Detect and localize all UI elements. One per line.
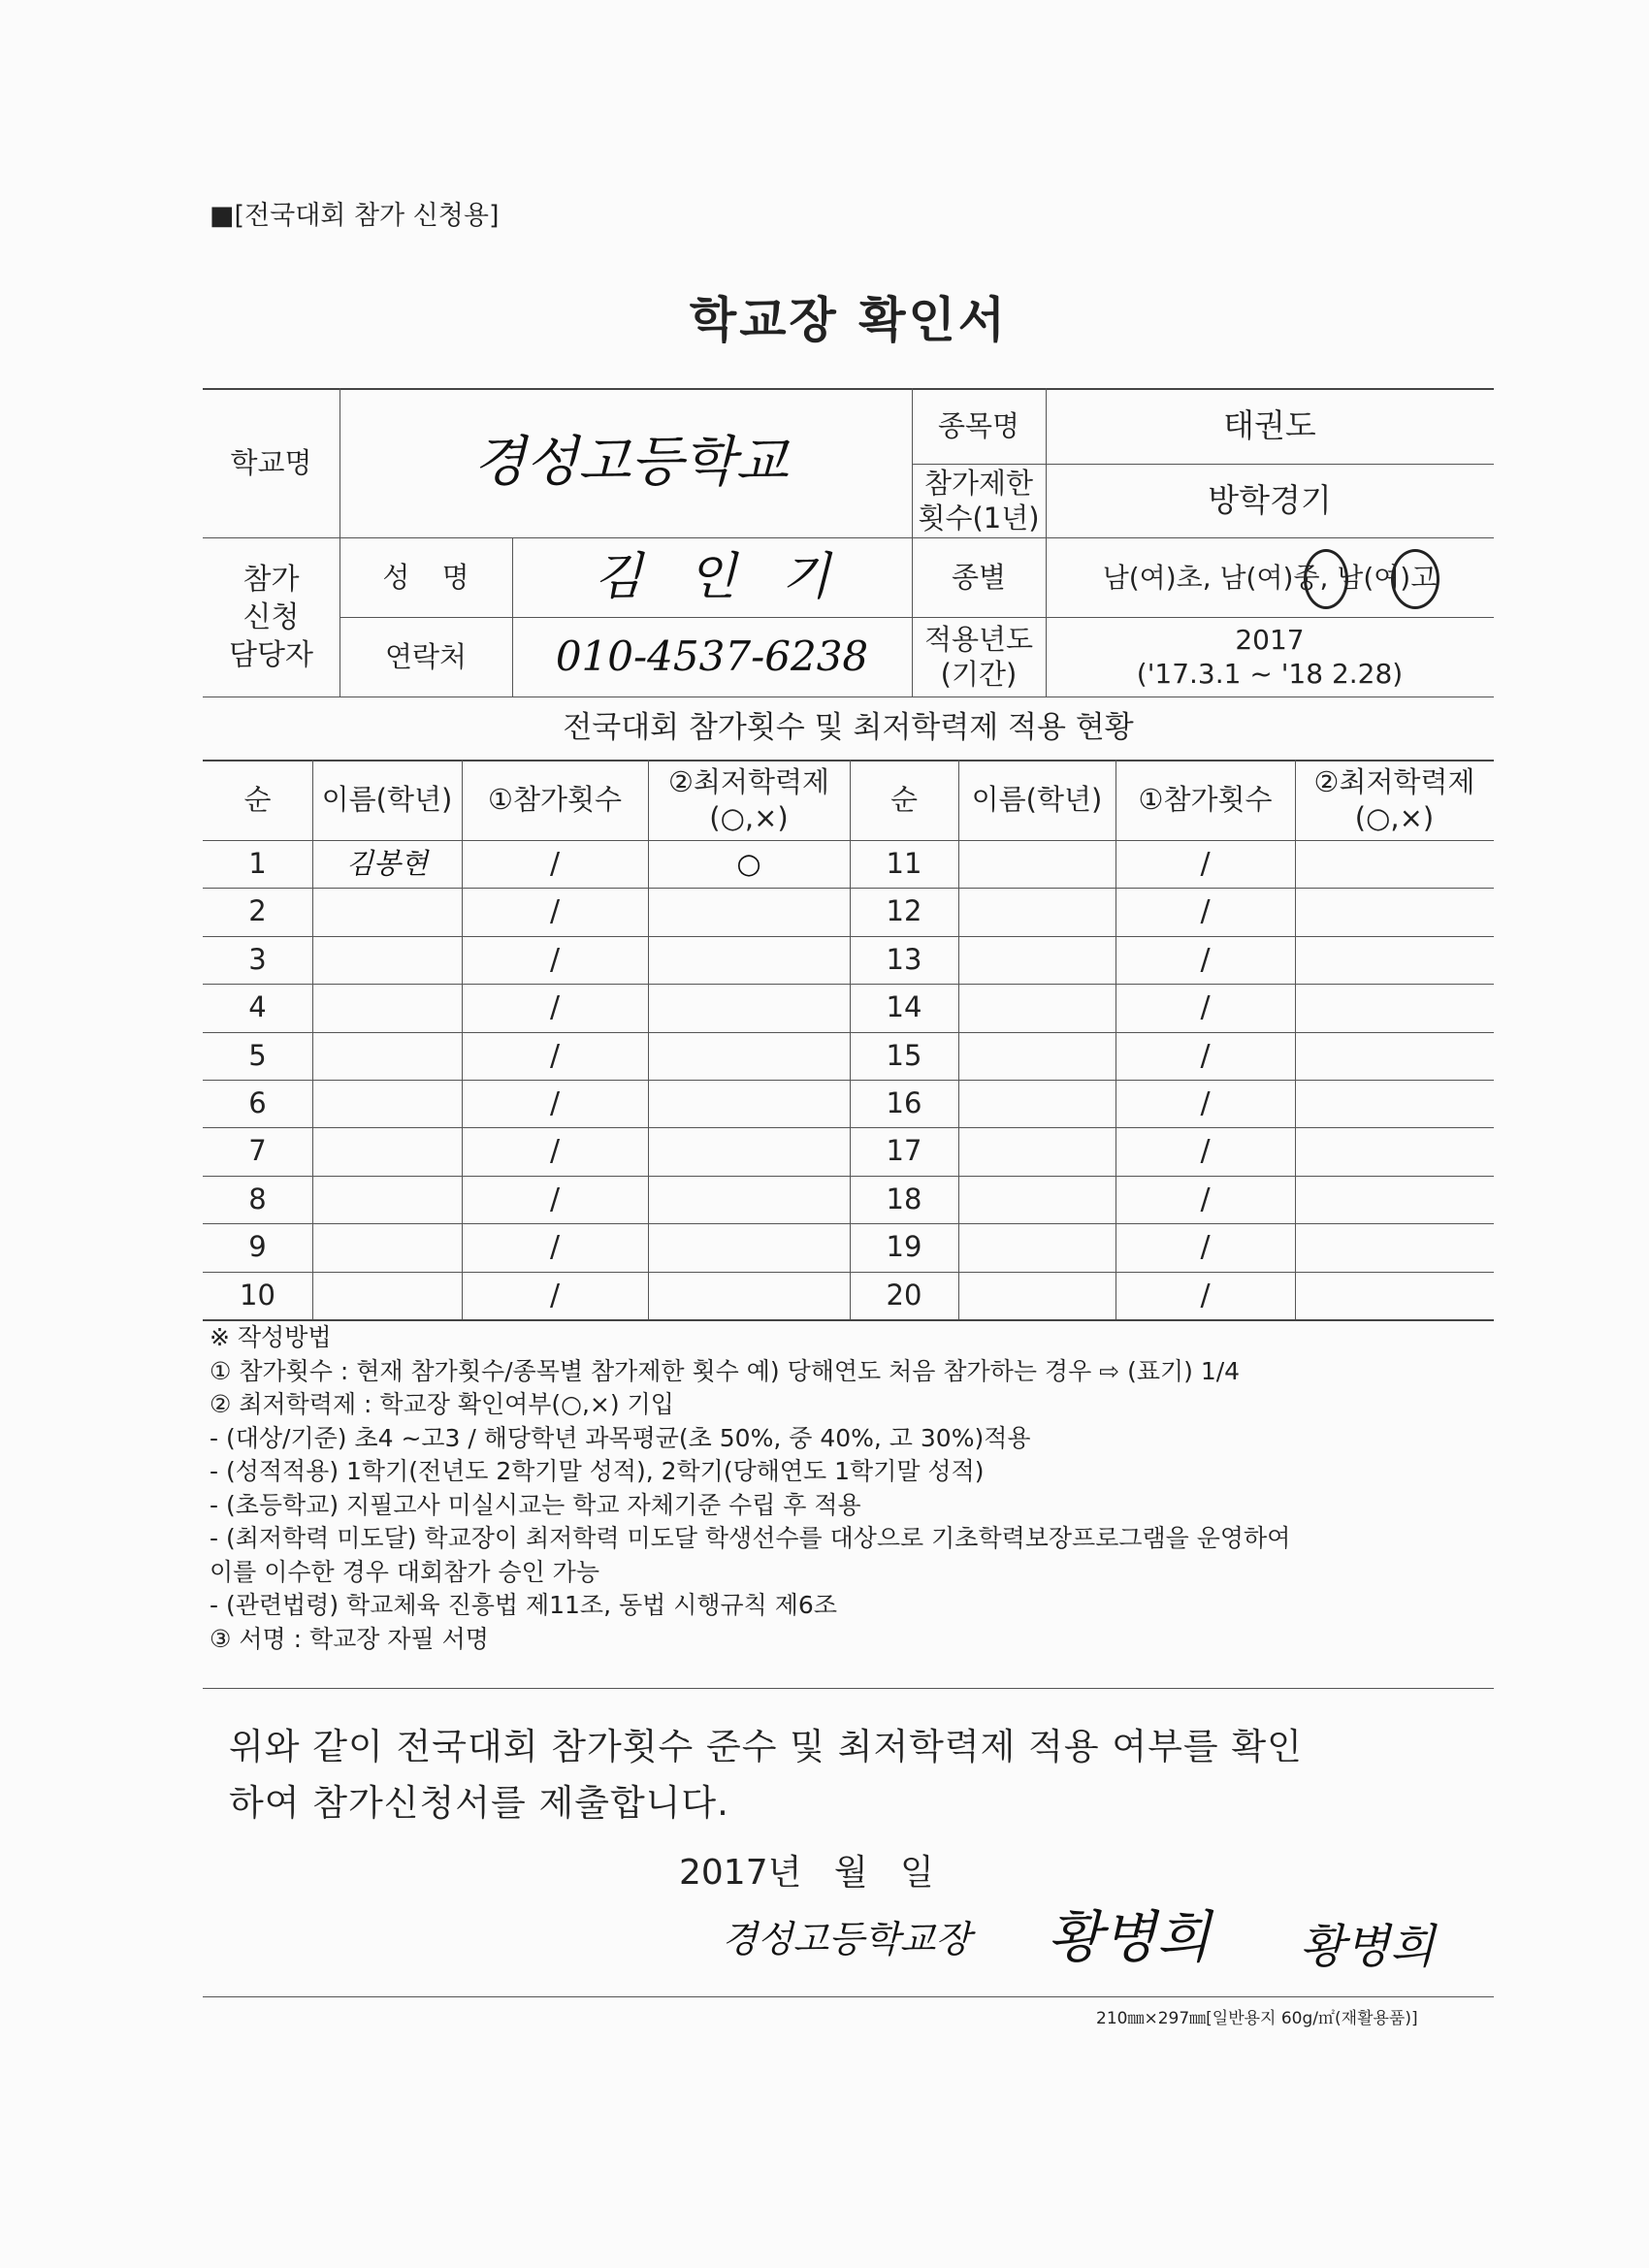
col-header-name: 이름(학년)	[971, 783, 1103, 817]
row-count: /	[549, 1229, 561, 1264]
year-label-line2: (기간)	[940, 658, 1018, 691]
row-no: 20	[886, 1279, 922, 1312]
circle-mark	[1391, 549, 1439, 609]
row-name	[958, 1032, 1116, 1080]
col-header-count: ①참가횟수	[1138, 783, 1273, 817]
signer-school: 경성고등학교장	[722, 1918, 971, 1960]
row-count: /	[1200, 846, 1211, 881]
row-min	[648, 984, 850, 1031]
section-title: 전국대회 참가횟수 및 최저학력제 적용 현황	[563, 709, 1134, 745]
row-count: /	[549, 1133, 561, 1168]
row-no: 13	[886, 943, 922, 977]
category-value: 남(여)초, 남(여)중, 남(여)고	[1102, 561, 1438, 594]
row-no: 14	[886, 990, 922, 1024]
limit-label-line2: 횟수(1년)	[918, 502, 1040, 535]
row-no: 18	[886, 1183, 922, 1216]
row-name	[958, 984, 1116, 1031]
row-count: /	[549, 893, 561, 928]
row-name	[958, 888, 1116, 935]
confirmation-text	[229, 1719, 1303, 1831]
year-value-line1: 2017	[1235, 624, 1305, 656]
col-header-count: ①참가횟수	[487, 783, 623, 817]
row-name	[312, 1032, 462, 1080]
row-min	[1295, 840, 1494, 888]
row-no: 9	[248, 1230, 267, 1264]
row-name: 김봉현	[345, 847, 429, 881]
form-header-label: ■[전국대회 참가 신청용]	[210, 201, 500, 231]
row-count: /	[549, 1038, 561, 1073]
col-header-name: 이름(학년)	[321, 783, 453, 817]
name-label: 성 명	[382, 560, 469, 594]
note-line: ※ 작성방법	[210, 1323, 332, 1351]
page-title: 학교장 확인서	[689, 292, 1009, 348]
row-no: 3	[248, 943, 267, 977]
row-min	[648, 1080, 850, 1127]
confirm-line: 위와 같이 전국대회 참가횟수 준수 및 최저학력제 적용 여부를 확인	[229, 1726, 1303, 1767]
category-label: 종별	[951, 560, 1007, 594]
row-count: /	[1200, 942, 1211, 977]
note-line: - (최저학력 미도달) 학교장이 최저학력 미도달 학생선수를 대상으로 기초학력보장프로그램을 운영하여	[210, 1524, 1291, 1552]
note-line: - (관련법령) 학교체육 진흥법 제11조, 동법 시행규칙 제6조	[210, 1591, 837, 1619]
row-name	[958, 936, 1116, 984]
row-no: 15	[886, 1039, 922, 1073]
row-name	[312, 984, 462, 1031]
col-header-no: 순	[243, 783, 272, 817]
sport-value: 태권도	[1223, 406, 1316, 445]
year-label-line1: 적용년도	[923, 622, 1034, 656]
limit-label-line1: 참가제한	[923, 466, 1034, 500]
sport-label: 종목명	[937, 408, 1020, 442]
row-no: 8	[248, 1183, 267, 1216]
row-min	[1295, 888, 1494, 935]
note-line: - (대상/기준) 초4 ~고3 / 해당학년 과목평균(초 50%, 중 40%, 고 30%)적용	[210, 1423, 1031, 1452]
row-count: /	[1200, 1182, 1211, 1216]
row-no: 6	[248, 1086, 267, 1120]
row-count: /	[1200, 1038, 1211, 1073]
row-no: 11	[886, 847, 922, 881]
row-no: 17	[886, 1134, 922, 1168]
row-min	[1295, 984, 1494, 1031]
limit-value: 방학경기	[1208, 481, 1332, 520]
row-name	[958, 1176, 1116, 1223]
row-name	[958, 1127, 1116, 1175]
note-line: - (성적적용) 1학기(전년도 2학기말 성적), 2학기(당해연도 1학기말 성적)	[210, 1457, 985, 1485]
row-count: /	[1200, 1085, 1211, 1120]
contact-value: 010-4537-6238	[555, 632, 869, 680]
applicant-label-line2: 신청	[242, 599, 300, 634]
row-name	[312, 1272, 462, 1319]
row-count: /	[549, 846, 561, 881]
principal-signature: 황병희	[1300, 1920, 1436, 1974]
row-count: /	[1200, 1133, 1211, 1168]
row-no: 2	[248, 894, 267, 928]
row-min	[1295, 1223, 1494, 1271]
row-min	[1295, 936, 1494, 984]
row-count: /	[549, 1278, 561, 1312]
row-no: 4	[248, 990, 267, 1024]
row-name	[958, 840, 1116, 888]
row-min: ○	[736, 847, 761, 881]
row-count: /	[549, 1085, 561, 1120]
row-min	[1295, 1032, 1494, 1080]
row-min	[1295, 1272, 1494, 1319]
applicant-label-line1: 참가	[242, 562, 300, 597]
row-no: 1	[248, 847, 267, 881]
note-line: ③ 서명 : 학교장 자필 서명	[210, 1624, 489, 1653]
row-min	[1295, 1080, 1494, 1127]
row-count: /	[549, 1182, 561, 1216]
year-value-line2: ('17.3.1 ~ '18 2.28)	[1136, 658, 1404, 690]
name-value: 김 인 기	[594, 547, 830, 606]
col-header-no: 순	[889, 783, 918, 817]
date-line: 2017년 월 일	[679, 1853, 934, 1893]
principal-signature: 황병희	[1048, 1904, 1212, 1970]
row-no: 10	[240, 1279, 275, 1312]
instructions	[210, 1321, 1290, 1656]
row-min	[648, 888, 850, 935]
row-count: /	[1200, 893, 1211, 928]
row-min	[648, 1272, 850, 1319]
row-name	[312, 1127, 462, 1175]
col-header-min-line2: (○,×)	[1354, 800, 1435, 834]
row-name	[958, 1080, 1116, 1127]
applicant-label-line3: 담당자	[229, 637, 313, 672]
row-name	[958, 1223, 1116, 1271]
school-label: 학교명	[230, 445, 312, 479]
row-no: 12	[886, 894, 922, 928]
col-header-min-line2: (○,×)	[709, 800, 789, 834]
row-count: /	[1200, 1229, 1211, 1264]
contact-label: 연락처	[384, 639, 468, 673]
note-line: 이를 이수한 경우 대회참가 승인 가능	[210, 1557, 599, 1586]
note-line: ① 참가횟수 : 현재 참가횟수/종목별 참가제한 횟수 예) 당해연도 처음 참가하는 경우 ⇨ (표기) 1/4	[210, 1356, 1241, 1385]
row-count: /	[1200, 1278, 1211, 1312]
row-no: 7	[248, 1134, 267, 1168]
row-min	[648, 1032, 850, 1080]
row-min	[1295, 1176, 1494, 1223]
row-name	[312, 888, 462, 935]
row-name	[312, 1080, 462, 1127]
row-no: 16	[886, 1086, 922, 1120]
confirm-line: 하여 참가신청서를 제출합니다.	[229, 1782, 729, 1824]
row-min	[1295, 1127, 1494, 1175]
row-count: /	[549, 942, 561, 977]
row-no: 5	[248, 1039, 267, 1073]
row-name	[958, 1272, 1116, 1319]
paper-spec: 210㎜×297㎜[일반용지 60g/㎡(재활용품)]	[1096, 2009, 1418, 2028]
row-count: /	[549, 989, 561, 1024]
row-no: 19	[886, 1230, 922, 1264]
row-name	[312, 936, 462, 984]
row-min	[648, 936, 850, 984]
row-name	[312, 1223, 462, 1271]
row-count: /	[1200, 989, 1211, 1024]
row-min	[648, 1223, 850, 1271]
school-value: 경성고등학교	[472, 431, 789, 494]
col-header-min-line1: ②최저학력제	[667, 765, 830, 799]
row-name	[312, 1176, 462, 1223]
note-line: - (초등학교) 지필고사 미실시교는 학교 자체기준 수립 후 적용	[210, 1490, 861, 1519]
note-line: ② 최저학력제 : 학교장 확인여부(○,×) 기입	[210, 1390, 674, 1418]
row-min	[648, 1176, 850, 1223]
circle-mark	[1304, 549, 1348, 609]
row-min	[648, 1127, 850, 1175]
col-header-min-line1: ②최저학력제	[1313, 765, 1475, 799]
